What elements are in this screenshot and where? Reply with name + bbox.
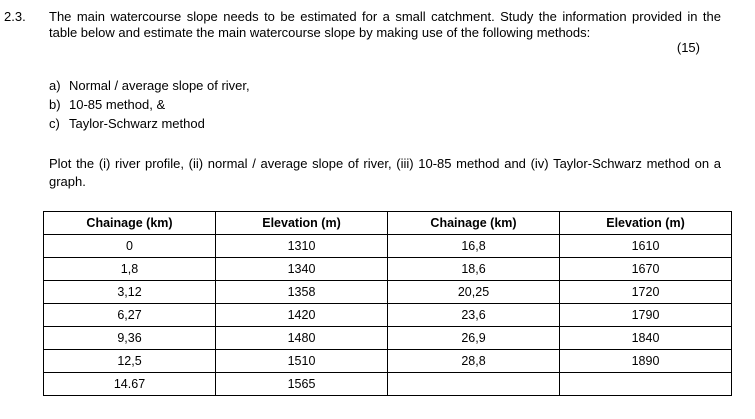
table-cell: 1720 xyxy=(560,281,732,304)
table-cell: 9,36 xyxy=(44,327,216,350)
header-chainage: Chainage (km) xyxy=(44,212,216,235)
table-cell: 20,25 xyxy=(388,281,560,304)
table-row xyxy=(44,304,732,327)
method-text: 10-85 method, & xyxy=(69,97,166,112)
table-header-row xyxy=(44,212,732,235)
method-item xyxy=(49,114,250,133)
table-cell: 1565 xyxy=(216,373,388,396)
table-cell: 1420 xyxy=(216,304,388,327)
table-row xyxy=(44,258,732,281)
table-cell: 1358 xyxy=(216,281,388,304)
table-cell: 12,5 xyxy=(44,350,216,373)
question-intro: The main watercourse slope needs to be estimated for a small catchment. Study the information provided in the table below and estimate the main watercourse slope by making use of the following methods: xyxy=(49,9,721,40)
plot-instruction: Plot the (i) river profile, (ii) normal / average slope of river, (iii) 10-85 method and (iv) Taylor-Schwarz method on a graph. xyxy=(49,156,721,189)
table-row xyxy=(44,327,732,350)
method-text: Taylor-Schwarz method xyxy=(69,116,205,131)
table-cell: 16,8 xyxy=(388,235,560,258)
method-item xyxy=(49,76,250,95)
table-cell: 23,6 xyxy=(388,304,560,327)
question-marks: (15) xyxy=(676,40,700,55)
table-row xyxy=(44,281,732,304)
table-cell: 1340 xyxy=(216,258,388,281)
table-cell: 1840 xyxy=(560,327,732,350)
table-row xyxy=(44,373,732,396)
table-cell: 14.67 xyxy=(44,373,216,396)
table-row xyxy=(44,235,732,258)
header-elevation: Elevation (m) xyxy=(216,212,388,235)
chainage-elevation-table xyxy=(43,211,732,396)
table-row xyxy=(44,350,732,373)
table-cell: 1610 xyxy=(560,235,732,258)
table-cell: 3,12 xyxy=(44,281,216,304)
table-cell: 1890 xyxy=(560,350,732,373)
table-cell: 1510 xyxy=(216,350,388,373)
method-letter: a) xyxy=(49,78,61,93)
table-cell: 6,27 xyxy=(44,304,216,327)
question-number: 2.3. xyxy=(4,9,26,24)
table-cell: 18,6 xyxy=(388,258,560,281)
table-cell: 1670 xyxy=(560,258,732,281)
method-letter: c) xyxy=(49,116,60,131)
header-elevation: Elevation (m) xyxy=(560,212,732,235)
method-text: Normal / average slope of river, xyxy=(69,78,250,93)
method-letter: b) xyxy=(49,97,61,112)
table-cell: 1480 xyxy=(216,327,388,350)
header-chainage: Chainage (km) xyxy=(388,212,560,235)
table-cell: 1310 xyxy=(216,235,388,258)
table-cell: 0 xyxy=(44,235,216,258)
methods-list xyxy=(49,76,250,133)
table-cell: 1,8 xyxy=(44,258,216,281)
table-cell: 26,9 xyxy=(388,327,560,350)
table-cell: 28,8 xyxy=(388,350,560,373)
table-cell: 1790 xyxy=(560,304,732,327)
method-item xyxy=(49,95,250,114)
table-cell xyxy=(388,373,560,396)
table-cell xyxy=(560,373,732,396)
